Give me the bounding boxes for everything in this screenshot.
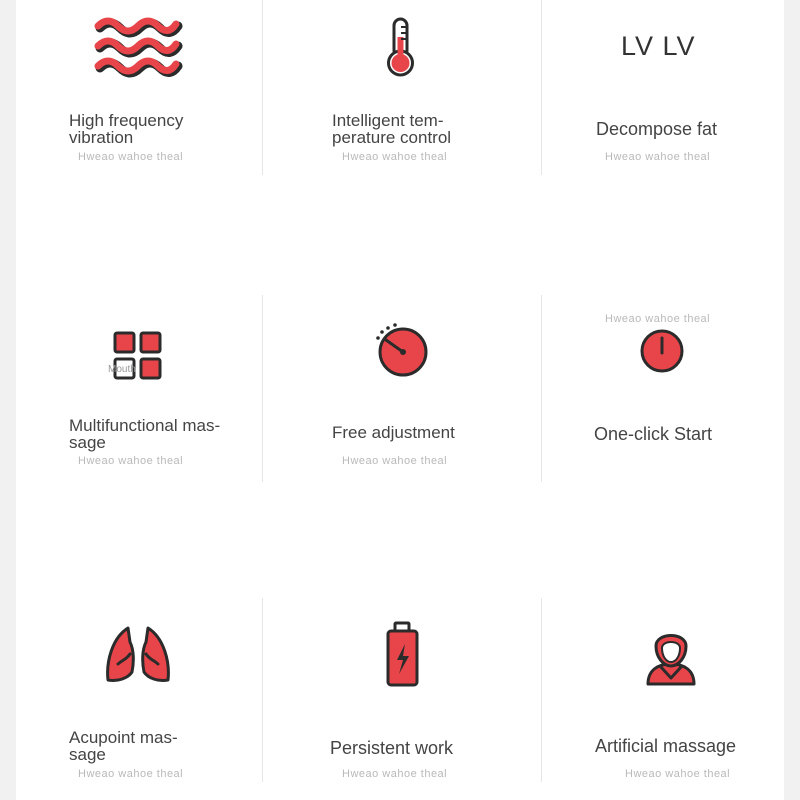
feature-title: Decompose fat [596,119,718,139]
lungs-icon [104,624,172,686]
feature-subtitle: Hweao wahoe theal [78,768,184,780]
icon-caption: Mouth [108,364,136,375]
feature-subtitle: Hweao wahoe theal [78,151,184,163]
feature-title: Intelligent tem- perature control [332,111,452,147]
timer-icon [372,322,432,382]
divider [541,598,542,782]
icon-caption: Hweao wahoe theal [605,313,711,325]
person-icon [642,624,700,688]
feature-subtitle: Hweao wahoe theal [605,151,711,163]
power-icon [637,326,687,376]
feature-title: Free adjustment [332,423,455,442]
feature-title: Persistent work [330,738,454,758]
feature-title: One-click Start [594,424,713,444]
divider [262,0,263,175]
feature-title: Acupoint mas- sage [69,728,178,764]
feature-subtitle: Hweao wahoe theal [342,455,448,467]
battery-icon [383,620,423,690]
feature-title: Multifunctional mas- sage [69,416,221,452]
logo-text: LV LV [621,31,696,61]
divider [541,0,542,175]
feature-subtitle: Hweao wahoe theal [342,768,448,780]
divider [262,598,263,782]
feature-subtitle: Hweao wahoe theal [78,455,184,467]
feature-subtitle: Hweao wahoe theal [342,151,448,163]
feature-title: High frequency vibration [69,111,184,147]
waves-icon [94,16,184,80]
divider [541,295,542,482]
feature-title: Artificial massage [595,736,737,756]
grid-icon [110,329,166,385]
feature-subtitle: Hweao wahoe theal [625,768,731,780]
divider [262,295,263,482]
thermometer-icon [381,15,421,79]
